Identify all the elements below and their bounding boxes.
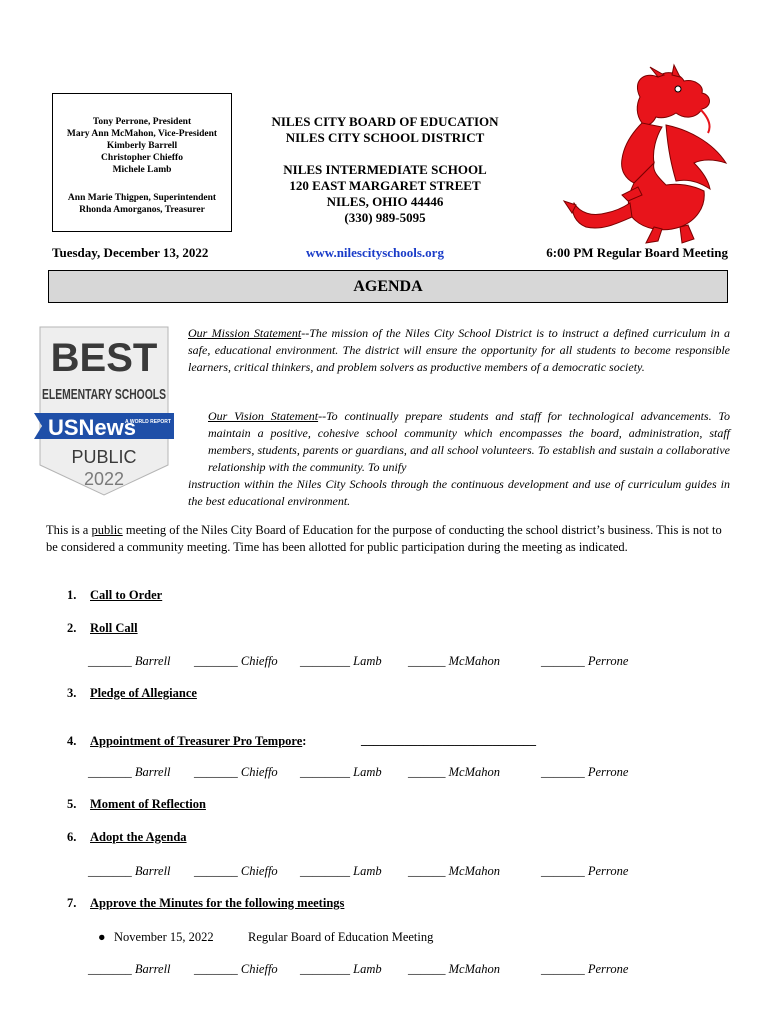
- district-name: NILES CITY SCHOOL DISTRICT: [285, 130, 485, 145]
- agenda-title-bar: AGENDA: [48, 270, 728, 303]
- official-treasurer: Rhonda Amorganos, Treasurer: [79, 205, 205, 215]
- official-vice-president: Mary Ann McMahon, Vice-President: [66, 129, 218, 139]
- vote-row: [88, 765, 708, 781]
- vote-perrone: _______ Perrone: [541, 864, 629, 878]
- notice-public-word: public: [91, 523, 123, 537]
- badge-type-text: PUBLIC: [71, 447, 137, 467]
- vote-barrell: _______ Barrell: [88, 962, 171, 976]
- minutes-date: November 15, 2022: [114, 930, 214, 944]
- vote-chieffo: _______ Chieffo: [194, 654, 278, 668]
- minutes-description: Regular Board of Education Meeting: [248, 930, 434, 944]
- vote-perrone: _______ Perrone: [541, 962, 629, 976]
- official-president: Tony Perrone, President: [92, 117, 192, 127]
- vote-chieffo: _______ Chieffo: [194, 962, 278, 976]
- item-label: Moment of Reflection: [90, 797, 206, 811]
- notice-text-pre: This is a: [46, 523, 92, 537]
- district-header: [240, 114, 530, 226]
- agenda-item-treasurer-pro-tempore: [67, 734, 306, 749]
- item-label: Call to Order: [90, 588, 163, 602]
- item-label: Approve the Minutes for the following meetings: [90, 896, 345, 910]
- item-label: Appointment of Treasurer Pro Tempore: [90, 734, 303, 748]
- agenda-item-approve-minutes: [67, 896, 344, 911]
- vote-mcmahon: ______ McMahon: [408, 864, 500, 878]
- notice-text-post: meeting of the Niles City Board of Education for the purpose of conducting the school district’s business. This is not to be considered a community meeting. Time has been allotted for public participation during the meeting as indicated.: [46, 523, 722, 554]
- agenda-item-pledge: [67, 686, 197, 701]
- official-member: Christopher Chieffo: [101, 153, 183, 163]
- minutes-list-item: [98, 930, 434, 945]
- vote-mcmahon: ______ McMahon: [408, 962, 500, 976]
- item-number: 2.: [67, 621, 77, 635]
- official-superintendent: Ann Marie Thigpen, Superintendent: [67, 193, 217, 203]
- school-city: NILES, OHIO 44446: [326, 194, 444, 209]
- vote-lamb: ________ Lamb: [300, 765, 382, 779]
- badge-brand-text: USNews: [47, 415, 137, 440]
- mission-label: Our Mission Statement: [188, 326, 302, 340]
- item-number: 1.: [67, 588, 77, 602]
- vote-mcmahon: ______ McMahon: [408, 654, 500, 668]
- item-suffix: :: [302, 734, 307, 748]
- item-label: Pledge of Allegiance: [90, 686, 197, 700]
- badge-best-text: BEST: [50, 336, 158, 380]
- item-label: Roll Call: [90, 621, 138, 635]
- mission-text: --The mission of the Niles City School District is to instruct a defined curriculum in a safe, educational environment. The district will ensure the opportunity for all students to become responsible learners, critical thinkers, and problem solvers as productive members of a democratic society.: [188, 326, 730, 374]
- item-number: 5.: [67, 797, 77, 811]
- official-member: Kimberly Barrell: [106, 141, 178, 151]
- item-number: 6.: [67, 830, 77, 844]
- dragon-logo: [562, 67, 730, 247]
- vision-label: Our Vision Statement: [208, 409, 319, 423]
- vote-lamb: ________ Lamb: [300, 962, 382, 976]
- bullet-icon: ●: [98, 930, 106, 944]
- board-name: NILES CITY BOARD OF EDUCATION: [271, 114, 499, 129]
- agenda-item-moment-of-reflection: [67, 797, 206, 812]
- badge-year-text: 2022: [83, 469, 125, 489]
- vote-row: [88, 654, 708, 670]
- vote-perrone: _______ Perrone: [541, 654, 629, 668]
- treasurer-name-blank: ____________________________: [361, 733, 536, 747]
- vote-row: [88, 864, 708, 880]
- vote-lamb: ________ Lamb: [300, 654, 382, 668]
- badge-category-text: ELEMENTARY SCHOOLS: [42, 386, 166, 403]
- official-member: Michele Lamb: [112, 165, 172, 175]
- agenda-item-roll-call: [67, 621, 138, 636]
- vote-barrell: _______ Barrell: [88, 864, 171, 878]
- vote-mcmahon: ______ McMahon: [408, 765, 500, 779]
- school-street: 120 EAST MARGARET STREET: [289, 178, 481, 193]
- item-label: Adopt the Agenda: [90, 830, 187, 844]
- website-link[interactable]: www.nilescityschools.org: [306, 245, 444, 260]
- agenda-item-call-to-order: [67, 588, 162, 603]
- mission-statement: [188, 325, 730, 376]
- vision-text-2: instruction within the Niles City Schools through the continuous development and use of curriculum guides in the best educational environment.: [188, 477, 730, 508]
- badge-ribbon-text: A WORLD REPORT: [125, 419, 171, 425]
- vision-text-1: --To continually prepare students and staff for technological advancements. To maintain a positive, cohesive school community which encompasses the board, administration, staff members, students, parents or guardians, and all school volunteers. To establish and sustain a collaborative relationship with the community. To unify: [208, 409, 730, 474]
- agenda-item-adopt-agenda: [67, 830, 187, 845]
- vote-chieffo: _______ Chieffo: [194, 765, 278, 779]
- item-number: 7.: [67, 896, 77, 910]
- meeting-date: Tuesday, December 13, 2022: [52, 245, 209, 260]
- item-number: 4.: [67, 734, 77, 748]
- vote-row: [88, 962, 708, 978]
- meeting-type: 6:00 PM Regular Board Meeting: [546, 245, 728, 260]
- vote-perrone: _______ Perrone: [541, 765, 629, 779]
- school-name: NILES INTERMEDIATE SCHOOL: [283, 162, 487, 177]
- us-news-badge: [34, 327, 174, 495]
- public-meeting-notice: [46, 522, 730, 556]
- vision-statement: [188, 408, 730, 510]
- vote-chieffo: _______ Chieffo: [194, 864, 278, 878]
- vote-barrell: _______ Barrell: [88, 654, 171, 668]
- vote-barrell: _______ Barrell: [88, 765, 171, 779]
- item-number: 3.: [67, 686, 77, 700]
- school-phone: (330) 989-5095: [344, 210, 426, 225]
- vote-lamb: ________ Lamb: [300, 864, 382, 878]
- meeting-info-row: [52, 245, 728, 263]
- officials-box: [52, 93, 232, 232]
